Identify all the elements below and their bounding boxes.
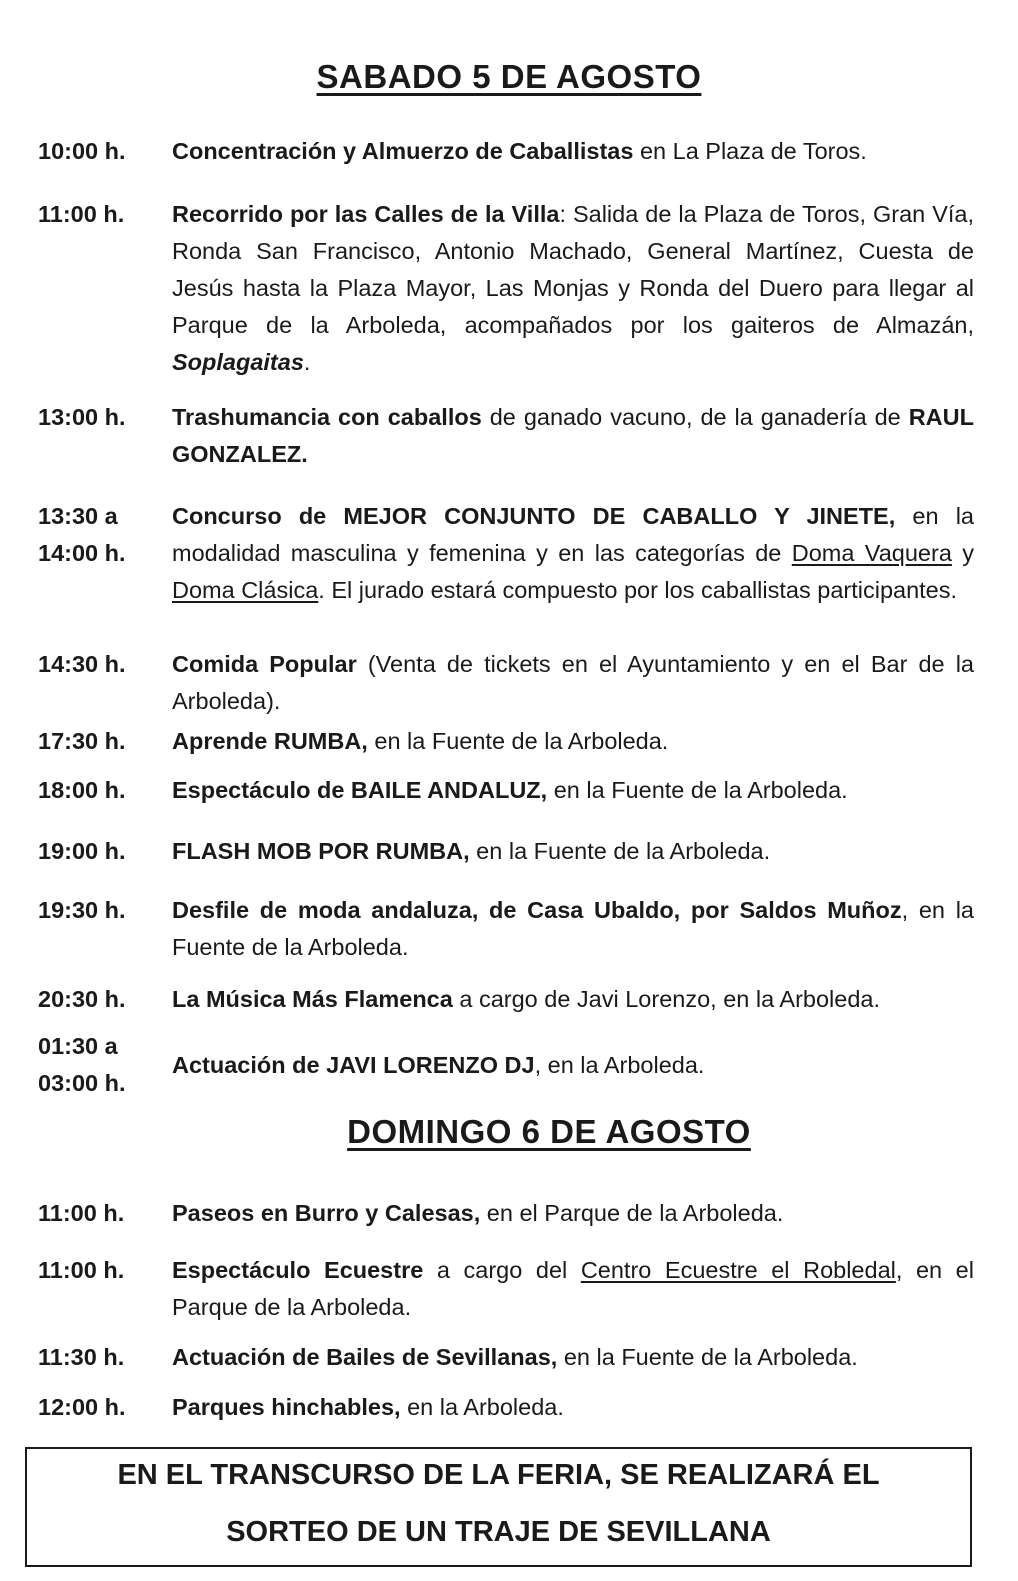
event-time: 17:30 h. [38, 728, 126, 754]
event-description [172, 892, 974, 966]
event-description [172, 723, 974, 760]
event-description [172, 1195, 974, 1232]
event-time: 12:00 h. [38, 1394, 126, 1420]
event-text: (Venta de tickets en el Ayuntamiento y en el Bar de la Arboleda). [172, 651, 974, 714]
event-text: y [951, 540, 975, 566]
event-text: en la Arboleda. [400, 1394, 564, 1420]
event-highlight: Comida Popular [172, 651, 357, 677]
event-time: 14:30 h. [38, 651, 126, 677]
event-description [172, 196, 974, 381]
notice-line-1: EN EL TRANSCURSO DE LA FERIA, SE REALIZARÁ EL [117, 1459, 880, 1491]
event-time: 11:00 h. [38, 1200, 125, 1226]
event-group-name: Soplagaitas [172, 349, 304, 375]
event-description [172, 1339, 974, 1376]
event-highlight: La Música Más Flamenca [172, 986, 453, 1012]
event-text: . El jurado estará compuesto por los caballistas participantes. [318, 577, 958, 603]
event-text: , en la Fuente de la Arboleda. [172, 897, 974, 960]
event-time: 18:00 h. [38, 777, 126, 803]
event-venue: Centro Ecuestre el Robledal [580, 1257, 896, 1283]
event-highlight: Parques hinchables, [172, 1394, 401, 1420]
event-text: a cargo de Javi Lorenzo, en la Arboleda. [452, 986, 881, 1012]
event-description [172, 1047, 974, 1084]
event-highlight: Trashumancia con caballos [172, 404, 482, 430]
event-time: 01:30 a 03:00 h. [38, 1033, 126, 1096]
event-text: en el Parque de la Arboleda. [480, 1200, 784, 1226]
event-time: 11:00 h. [38, 1257, 125, 1283]
event-time: 10:00 h. [38, 138, 126, 164]
event-time: 19:00 h. [38, 838, 126, 864]
event-description [172, 646, 974, 720]
event-text: en la Fuente de la Arboleda. [557, 1344, 858, 1370]
event-text: de ganado vacuno, de la ganadería de [481, 404, 909, 430]
event-highlight: Concentración y Almuerzo de Caballistas [172, 138, 634, 164]
event-text: , en el Parque de la Arboleda. [172, 1257, 974, 1320]
event-text: . [303, 349, 311, 375]
event-time: 13:00 h. [38, 404, 126, 430]
event-highlight: Aprende RUMBA, [172, 728, 368, 754]
event-highlight: Paseos en Burro y Calesas, [172, 1200, 481, 1226]
event-highlight: Espectáculo Ecuestre [172, 1257, 424, 1283]
event-time: 19:30 h. [38, 897, 126, 923]
event-time: 11:30 h. [38, 1344, 125, 1370]
event-venue: Doma Clásica [172, 577, 319, 603]
event-text: en la modalidad masculina y femenina y en las categorías de [172, 503, 974, 566]
event-time: 13:30 a 14:00 h. [38, 503, 126, 566]
event-highlight: Desfile de moda andaluza, de Casa Ubaldo, por Saldos Muñoz [172, 897, 902, 923]
event-description [172, 133, 974, 170]
event-description [172, 1252, 974, 1326]
sunday-title: DOMINGO 6 DE AGOSTO [347, 1113, 751, 1150]
event-highlight: Actuación de Bailes de Sevillanas, [172, 1344, 558, 1370]
event-description [172, 981, 974, 1018]
event-text: en La Plaza de Toros. [633, 138, 867, 164]
event-description [172, 1389, 974, 1426]
event-text: : Salida de la Plaza de Toros, Gran Vía, Ronda San Francisco, Antonio Machado, General Martínez, Cuesta de Jesús hasta la Plaza Mayor, Las Monjas y Ronda del Duero para llegar al Parque de la Arboleda, acompañados por los gaiteros de Almazán, [172, 201, 974, 338]
event-highlight: RAUL GONZALEZ. [172, 404, 974, 467]
event-highlight: FLASH MOB POR RUMBA, [172, 838, 470, 864]
event-venue: Doma Vaquera [791, 540, 952, 566]
event-time: 11:00 h. [38, 201, 125, 227]
event-description [172, 399, 974, 473]
event-text: , en la Arboleda. [534, 1052, 705, 1078]
event-description [172, 772, 974, 809]
event-text: en la Fuente de la Arboleda. [547, 777, 848, 803]
event-description [172, 498, 974, 609]
event-time: 20:30 h. [38, 986, 126, 1012]
event-text: a cargo del [423, 1257, 581, 1283]
event-highlight: Espectáculo de BAILE ANDALUZ, [172, 777, 548, 803]
event-text: en la Fuente de la Arboleda. [367, 728, 669, 754]
raffle-notice [25, 1447, 972, 1567]
notice-line-2: SORTEO DE UN TRAJE DE SEVILLANA [226, 1516, 771, 1548]
event-description [172, 833, 974, 870]
event-highlight: Concurso de MEJOR CONJUNTO DE CABALLO Y JINETE, [172, 503, 896, 529]
event-highlight: Recorrido por las Calles de la Villa [172, 201, 560, 227]
saturday-title: SABADO 5 DE AGOSTO [316, 58, 702, 95]
event-highlight: Actuación de JAVI LORENZO DJ [172, 1052, 535, 1078]
event-text: en la Fuente de la Arboleda. [469, 838, 771, 864]
